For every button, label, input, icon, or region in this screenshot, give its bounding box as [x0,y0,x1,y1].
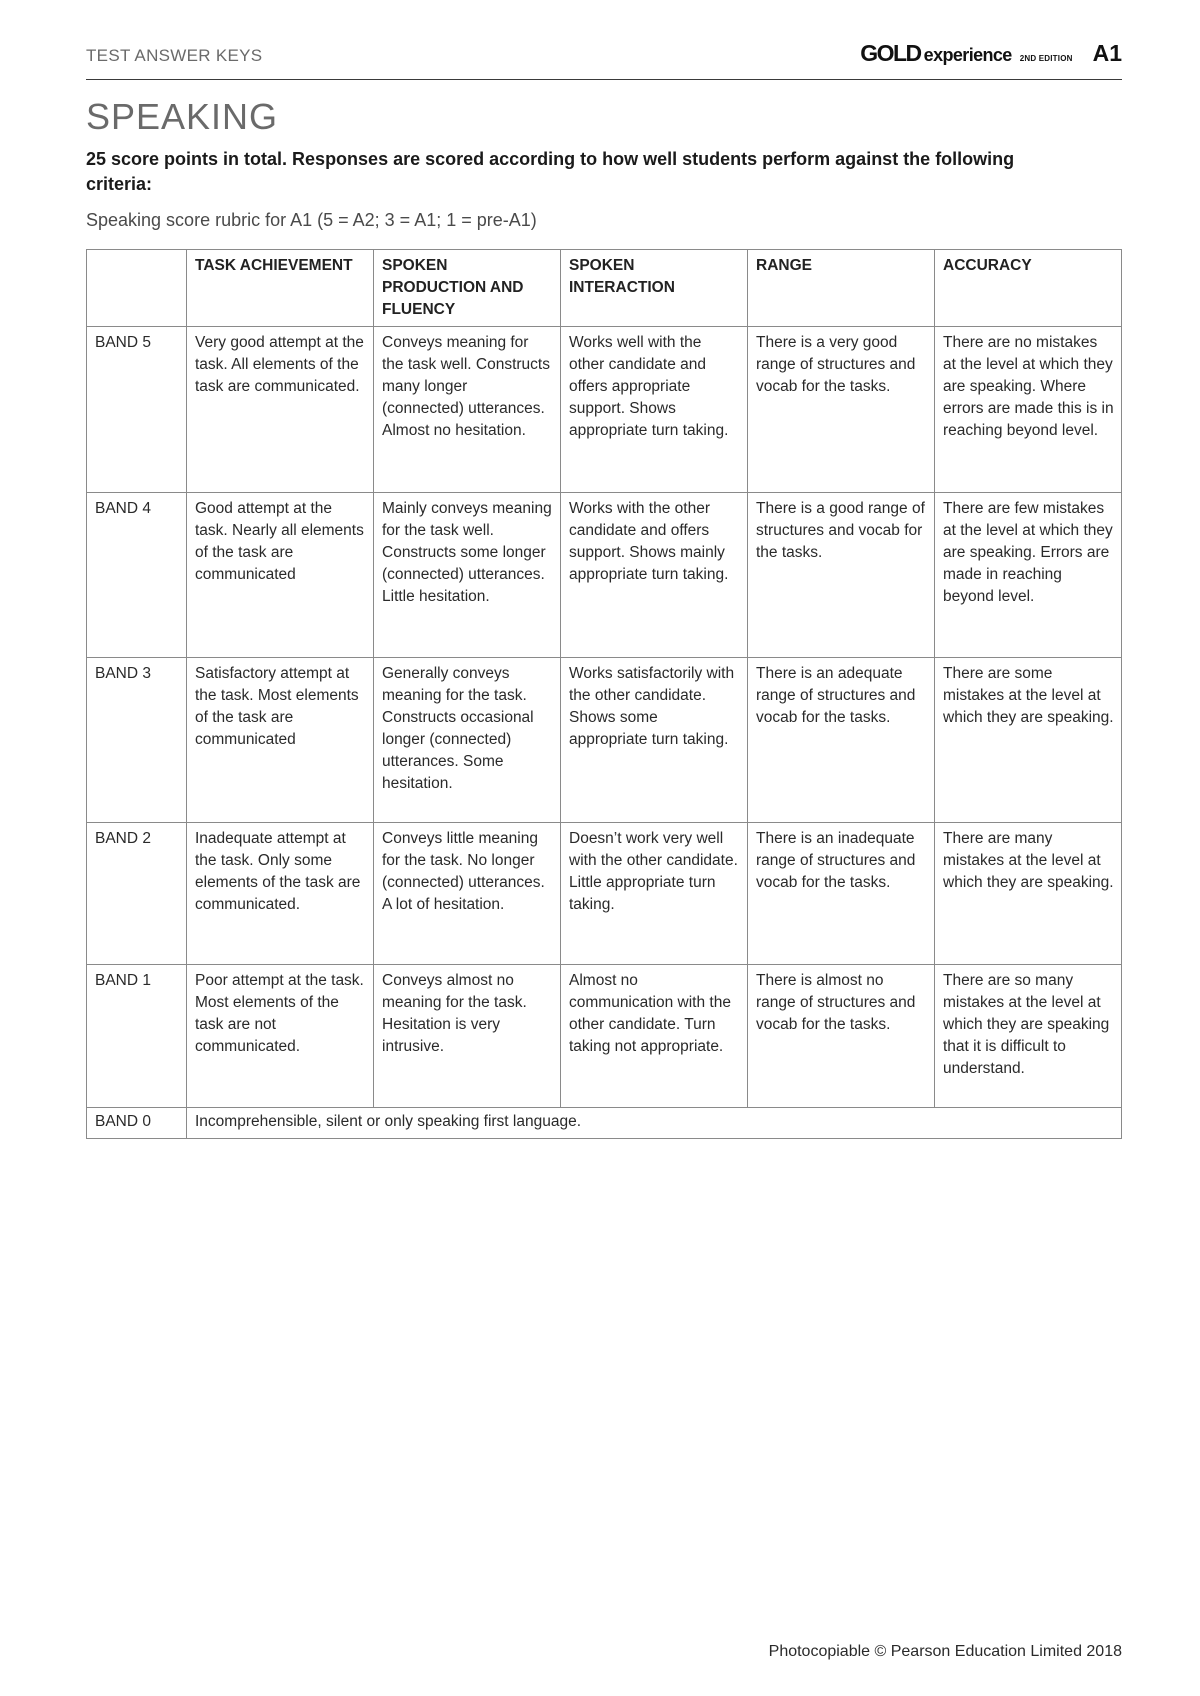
header-cell-range: RANGE [748,250,935,327]
header-cell [87,250,187,327]
table-cell: Conveys meaning for the task well. Constructs many longer (connected) utterances. Almost no hesitation. [374,327,561,493]
brand-logo [860,40,1122,67]
speaking-rubric-table [86,249,1122,1139]
band-label: BAND 2 [87,823,187,965]
table-cell: There is an adequate range of structures and vocab for the tasks. [748,658,935,823]
band-label: BAND 3 [87,658,187,823]
page-title: SPEAKING [86,96,279,137]
brand-experience-text: experience [923,45,1012,65]
table-cell: There are no mistakes at the level at which they are speaking. Where errors are made this is in reaching beyond level. [935,327,1122,493]
band-label: BAND 5 [87,327,187,493]
level-label: A1 [1092,40,1122,66]
table-row [87,493,1122,658]
table-cell: Satisfactory attempt at the task. Most elements of the task are communicated [187,658,374,823]
table-header-row [87,250,1122,327]
header-cell-spoken-interaction: SPOKEN INTERACTION [561,250,748,327]
table-cell: There is a very good range of structures and vocab for the tasks. [748,327,935,493]
table-row-band-0 [87,1108,1122,1139]
table-row [87,823,1122,965]
table-cell: Works satisfactorily with the other candidate. Shows some appropriate turn taking. [561,658,748,823]
band-label: BAND 4 [87,493,187,658]
band-label: BAND 1 [87,965,187,1108]
table-cell: There is an inadequate range of structures and vocab for the tasks. [748,823,935,965]
table-cell: Works with the other candidate and offers support. Shows mainly appropriate turn taking. [561,493,748,658]
brand-edition-text: 2ND EDITION [1019,54,1073,63]
table-cell: Almost no communication with the other candidate. Turn taking not appropriate. [561,965,748,1108]
table-row [87,327,1122,493]
copyright-footer: Photocopiable © Pearson Education Limited 2018 [768,1643,1122,1660]
rubric-subtitle: Speaking score rubric for A1 (5 = A2; 3 = A1; 1 = pre-A1) [86,210,537,230]
table-cell: Mainly conveys meaning for the task well. Constructs some longer (connected) utterances. Little hesitation. [374,493,561,658]
table-cell-merged: Incomprehensible, silent or only speaking first language. [187,1108,1122,1139]
band-label: BAND 0 [87,1108,187,1139]
table-cell: Works well with the other candidate and offers appropriate support. Shows appropriate turn taking. [561,327,748,493]
page-header [86,40,1122,80]
table-cell: Generally conveys meaning for the task. Constructs occasional longer (connected) utterances. Some hesitation. [374,658,561,823]
table-cell: There is almost no range of structures and vocab for the tasks. [748,965,935,1108]
table-cell: There are few mistakes at the level at which they are speaking. Errors are made in reaching beyond level. [935,493,1122,658]
table-cell: Good attempt at the task. Nearly all elements of the task are communicated [187,493,374,658]
brand-gold-text: GOLD [860,40,921,66]
table-row [87,658,1122,823]
table-cell: There is a good range of structures and vocab for the tasks. [748,493,935,658]
table-cell: There are many mistakes at the level at which they are speaking. [935,823,1122,965]
header-label: TEST ANSWER KEYS [86,46,263,65]
header-cell-spoken-production: SPOKEN PRODUCTION AND FLUENCY [374,250,561,327]
table-row [87,965,1122,1108]
table-cell: Doesn’t work very well with the other candidate. Little appropriate turn taking. [561,823,748,965]
intro-text: 25 score points in total. Responses are scored according to how well students perform against the following criteria: [86,149,1015,194]
header-cell-task-achievement: TASK ACHIEVEMENT [187,250,374,327]
table-cell: There are some mistakes at the level at which they are speaking. [935,658,1122,823]
table-cell: Poor attempt at the task. Most elements of the task are not communicated. [187,965,374,1108]
table-cell: Inadequate attempt at the task. Only some elements of the task are communicated. [187,823,374,965]
table-cell: Very good attempt at the task. All elements of the task are communicated. [187,327,374,493]
header-cell-accuracy: ACCURACY [935,250,1122,327]
table-cell: There are so many mistakes at the level at which they are speaking that it is difficult to understand. [935,965,1122,1108]
table-cell: Conveys almost no meaning for the task. Hesitation is very intrusive. [374,965,561,1108]
table-cell: Conveys little meaning for the task. No longer (connected) utterances. A lot of hesitation. [374,823,561,965]
